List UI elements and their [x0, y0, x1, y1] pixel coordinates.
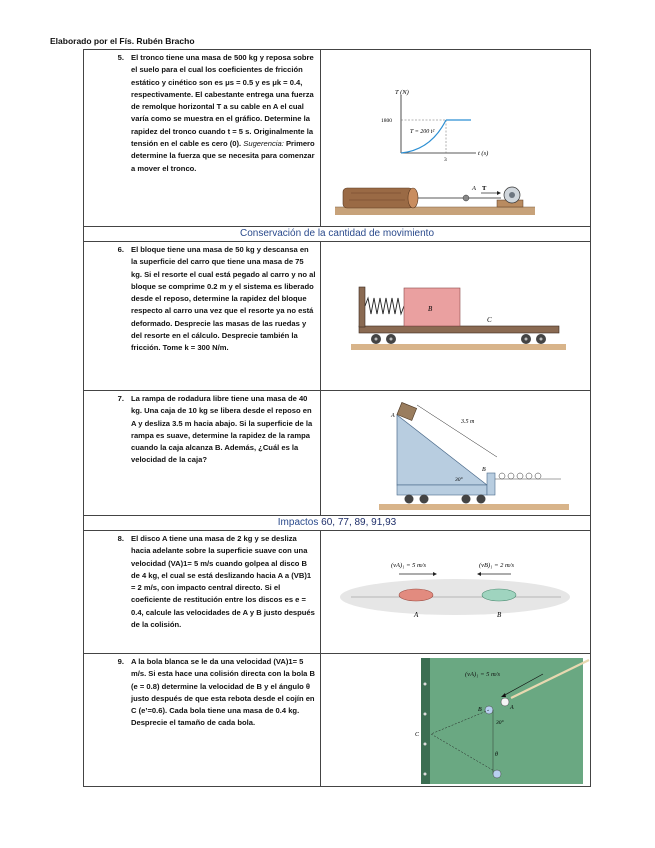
- ground-6: [351, 344, 566, 350]
- ball-a: [501, 698, 509, 706]
- disk-b-velocity: (vB)₁ = 2 m/s: [479, 562, 514, 569]
- problem-5-hint-label: Sugerencia:: [243, 139, 284, 149]
- disk-b-label: B: [497, 611, 502, 619]
- winch-label-t: T: [482, 185, 487, 192]
- problem-9-figure: [321, 654, 590, 786]
- disk-a-label: A: [414, 611, 419, 619]
- graph-x-tick: 3: [444, 157, 447, 163]
- problem-7-figure: [321, 391, 590, 515]
- problem-7-number: 7.: [117, 394, 124, 403]
- section-row-impacts: [84, 516, 591, 531]
- problem-5-figure: [321, 50, 590, 226]
- problem-5-text-cell: [84, 50, 321, 227]
- problem-row-5: [84, 50, 591, 227]
- disk-a: [399, 589, 433, 601]
- section-title-momentum: Conservación de la cantidad de movimiento: [84, 227, 591, 242]
- problem-6-text-cell: [84, 242, 321, 391]
- problems-table: [83, 49, 591, 787]
- cart-platform: [359, 326, 559, 333]
- disk-a-velocity: (vA)₁ = 5 m/s: [391, 562, 426, 569]
- problem-6-number: 6.: [117, 245, 124, 254]
- problem-6-text: El bloque tiene una masa de 50 kg y descansa en la superficie del carro que tiene una masa de 75 kg. Si el resorte el cual está pegado al carro y no al bloque se comprime 0.2 m y el sistema es liberado desde el reposo, determine la rapidez del bloque respecto al carro una vez que el resorte ya no está deformado. Desprecie las masas de las ruedas y del resorte en el cálculo. Desprecie también la fricción. Tome k = 300 N/m.: [131, 245, 316, 353]
- problem-5-number: 5.: [117, 53, 124, 62]
- problem-6-figure-cell: [321, 242, 591, 391]
- section-row-momentum: [84, 227, 591, 242]
- cart-wall: [359, 287, 365, 327]
- problem-5-figure-cell: [321, 50, 591, 227]
- cushion-label-c: C: [415, 732, 420, 738]
- problem-8-figure-cell: [321, 531, 591, 654]
- spring: [365, 298, 404, 314]
- section-title-impacts: [84, 516, 591, 531]
- impacts-title: Impactos: [277, 517, 319, 528]
- graph-curve: [401, 120, 446, 153]
- ramp-angle: 30°: [455, 477, 463, 483]
- disk-b: [482, 589, 516, 601]
- ramp-label-b: B: [482, 467, 486, 473]
- angle-theta: θ: [495, 752, 498, 758]
- problem-row-6: [84, 242, 591, 391]
- problem-5-hint-text: Primero determine la fuerza que se necesita para comenzar a mover el tronco.: [131, 139, 315, 173]
- ramp: [397, 415, 487, 485]
- problem-row-7: [84, 391, 591, 516]
- author-line: Elaborado por el Fís. Rubén Bracho: [50, 36, 195, 46]
- problem-row-9: [84, 654, 591, 787]
- angle-30: 30°: [496, 720, 504, 726]
- problem-row-8: [84, 531, 591, 654]
- problem-7-text-cell: [84, 391, 321, 516]
- problem-9-text-cell: [84, 654, 321, 787]
- problem-9-figure-cell: [321, 654, 591, 787]
- ball-b-label: B: [478, 707, 482, 713]
- cue-ball-velocity: (vA)₁ = 5 m/s: [465, 671, 500, 678]
- graph-x-label: t (s): [478, 150, 489, 157]
- problem-9-number: 9.: [117, 657, 124, 666]
- problem-8-text: El disco A tiene una masa de 2 kg y se desliza hacia adelante sobre la superficie suave con una velocidad (VA)1= 5 m/s cuando golpea al disco B de 4 kg, el cual se está deslizando hacia A a (VB)1 = 2 m/s, con impacto central directo. Si el coeficiente de restitución entre los discos es e = 0.4, calcule las velocidades de A y B justo después de la colisión.: [131, 534, 315, 630]
- cushion: [421, 658, 430, 784]
- impacts-refs: 60, 77, 89, 91,93: [321, 517, 397, 528]
- ramp-length: 3.5 m: [461, 419, 475, 425]
- problem-8-figure: [321, 531, 590, 653]
- graph-curve-label: T = 200 t²: [410, 129, 435, 135]
- winch-label-a: A: [472, 185, 476, 192]
- problem-6-figure: [321, 242, 590, 390]
- problem-8-text-cell: [84, 531, 321, 654]
- problem-8-number: 8.: [117, 534, 124, 543]
- problem-9-text: A la bola blanca se le da una velocidad (VA)1= 5 m/s. Si esta hace una colisión directa con la bola B (e = 0.8) determine la velocidad de B y el ángulo θ justo después de que esta rebota desde el cojín en C (e’=0.6). Cada bola tiene una masa de 0.4 kg. Desprecie el tamaño de cada bola.: [131, 657, 315, 728]
- problem-7-text: La rampa de rodadura libre tiene una masa de 40 kg. Una caja de 10 kg se libera desde el reposo en A y desliza 3.5 m hacia abajo. Si la superficie de la rampa es suave, determine la rapidez de la rampa cuando la caja alcanza B. Además, ¿Cuál es la velocidad de la caja?: [131, 394, 313, 465]
- graph-y-label: T (N): [395, 89, 409, 96]
- log: [343, 188, 413, 208]
- cart-label-c: C: [487, 316, 492, 324]
- problem-5-text: El tronco tiene una masa de 500 kg y reposa sobre el suelo para el cual los coeficientes de fricción estático y cinético son es μs = 0.5 y es μk = 0.4, respectivamente. El cabestante entrega una fuerza de remolque horizontal T a su cable en A el cual varía como se muestra en el gráfico. Determine la rapidez del tronco cuando t = 5 s. Originalmente la tensión en el cable es cero (0).: [131, 53, 314, 149]
- ground-7: [379, 504, 569, 510]
- problem-7-figure-cell: [321, 391, 591, 516]
- graph-y-tick: 1800: [381, 118, 392, 124]
- block-b-label: B: [428, 305, 433, 313]
- ramp-label-a: A: [391, 413, 395, 419]
- ball-a-label: A: [510, 705, 514, 711]
